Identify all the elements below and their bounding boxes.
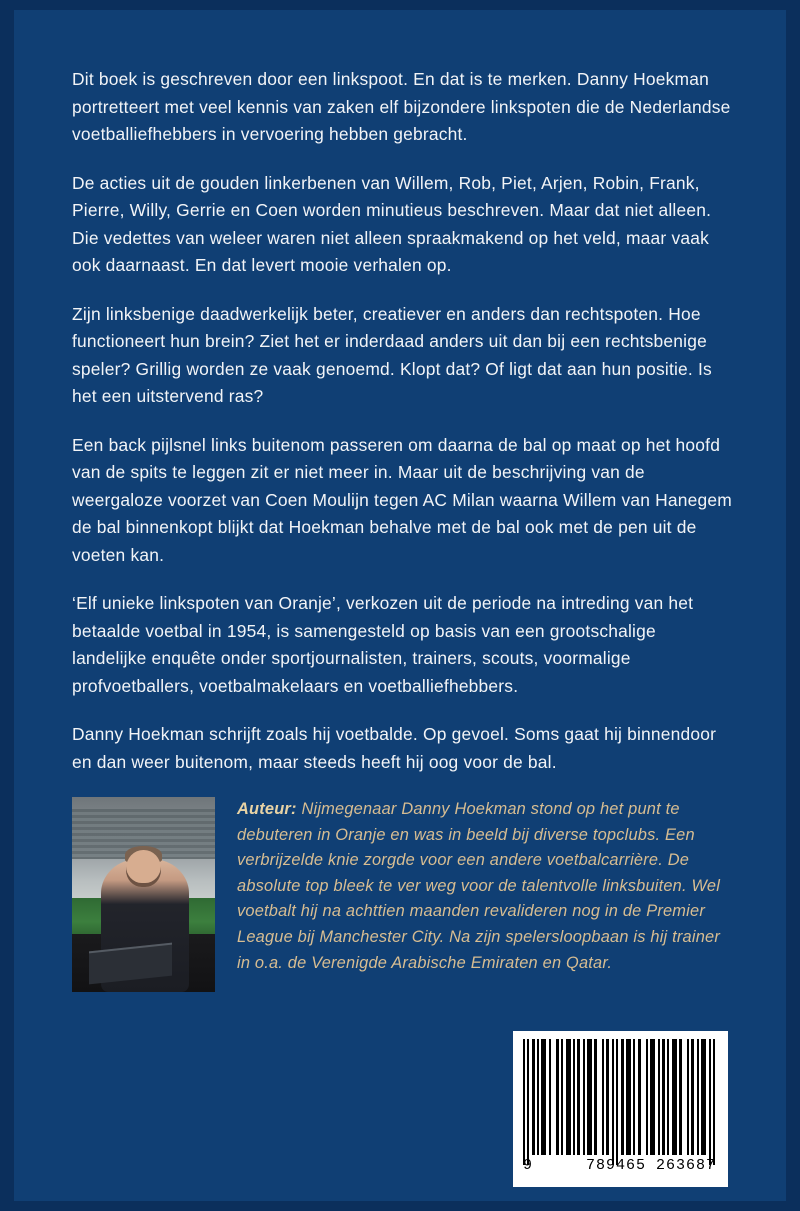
- author-bio-text: Nijmegenaar Danny Hoekman stond op het punt te debuteren in Oranje en was in beeld bij diverse topclubs. Een verbrijzelde knie zorgde voor een andere voetbalcarrière. De absolute top bleek te ver weg voor de talentvolle linksbuiten. Wel voetbalt hij na achttien maanden revalideren nog in de Premier League bij Manchester City. Na zijn spelersloopbaan is hij trainer in o.a. de Verenigde Arabische Emiraten en Qatar.: [237, 800, 721, 972]
- barcode: [513, 1031, 728, 1187]
- blurb-paragraph-3: Zijn linksbenige daadwerkelijk beter, creatiever en anders dan rechtspoten. Hoe functioneert hun brein? Ziet het er inderdaad anders uit dan bij een rechtsbenige speler? Grillig worden ze vaak genoemd. Klopt dat? Of ligt dat aan hun positie. Is het een uitstervend ras?: [72, 303, 712, 406]
- blurb-container: [72, 66, 732, 992]
- author-photo: [72, 797, 215, 992]
- blurb-paragraph-2: De acties uit de gouden linkerbenen van Willem, Rob, Piet, Arjen, Robin, Frank, Pierre, Willy, Gerrie en Coen worden minutieus beschreven. Maar dat niet alleen. Die vedettes van weleer waren niet alleen spraakmakend op het veld, maar vaak ook daarnaast. En dat levert mooie verhalen op.: [72, 172, 712, 275]
- cover-edge-top: [0, 0, 800, 10]
- barcode-bars: [523, 1039, 718, 1155]
- blurb-paragraph-5: ‘Elf unieke linkspoten van Oranje’, verkozen uit de periode na intreding van het betaalde voetbal in 1954, is samengesteld op basis van een grootschalige landelijke enquête onder sportjournalisten, trainers, scouts, voormalige profvoetballers, voetbalmakelaars en voetballiefhebbers.: [72, 593, 694, 696]
- blurb-paragraph-1: Dit boek is geschreven door een linkspoot. En dat is te merken. Danny Hoekman portretteert met veel kennis van zaken elf bijzondere linkspoten die de Nederlandse voetballiefhebbers in vervoering hebben gebracht.: [72, 69, 731, 144]
- barcode-digits-main: 789465 263687: [585, 1157, 716, 1174]
- cover-edge-bottom: [0, 1201, 800, 1211]
- author-section: [72, 797, 732, 992]
- cover-edge-left: [0, 0, 14, 1211]
- barcode-digits: [523, 1155, 718, 1174]
- photo-person-head: [126, 850, 160, 887]
- cover-edge-right: [786, 0, 800, 1211]
- blurb-paragraph-4: Een back pijlsnel links buitenom passeren om daarna de bal op maat op het hoofd van de spits te leggen zit er niet meer in. Maar uit de beschrijving van de weergaloze voorzet van Coen Moulijn tegen AC Milan waarna Willem van Hanegem de bal binnenkopt blijkt dat Hoekman behalve met de bal ook met de pen uit de voeten kan.: [72, 434, 732, 565]
- author-label: Auteur:: [237, 800, 297, 818]
- author-bio: [237, 797, 732, 976]
- barcode-digit-left: 9: [523, 1157, 534, 1174]
- blurb-paragraph-6: Danny Hoekman schrijft zoals hij voetbalde. Op gevoel. Soms gaat hij binnendoor en dan weer buitenom, maar steeds heeft hij oog voor de bal.: [72, 724, 717, 772]
